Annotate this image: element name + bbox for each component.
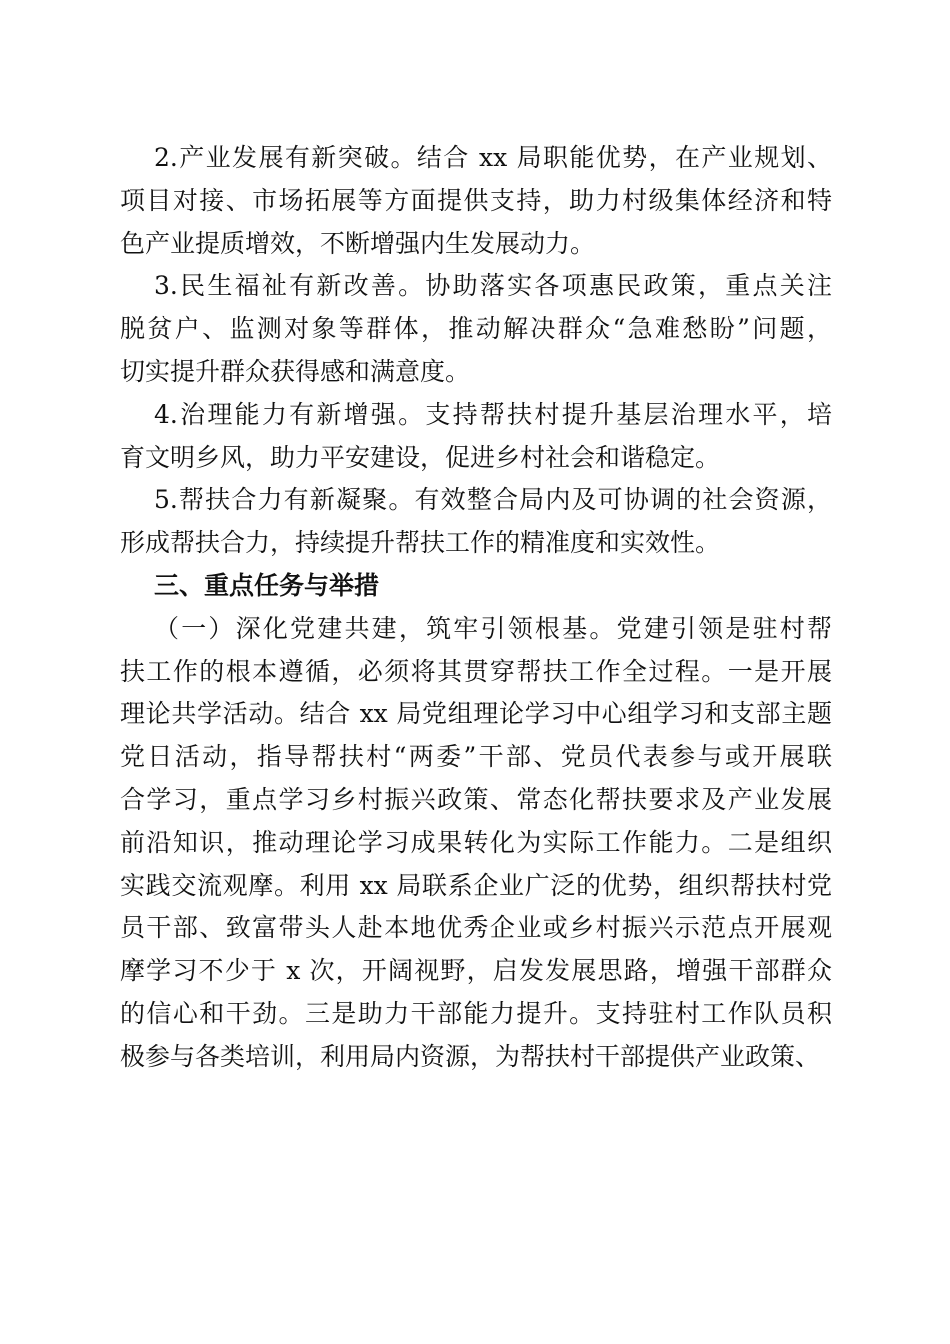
- paragraph-line: 切实提升群众获得感和满意度。: [120, 356, 471, 386]
- paragraph-line: 2.产业发展有新突破。结合 xx 局职能优势，在产业规划、: [154, 143, 832, 172]
- paragraph-line: （一）深化党建共建，筑牢引领根基。党建引领是驻村帮: [154, 613, 832, 643]
- paragraph-line: 脱贫户、监测对象等群体，推动解决群众“急难愁盼”问题，: [120, 314, 832, 344]
- paragraph-line: 项目对接、市场拓展等方面提供支持，助力村级集体经济和特: [120, 185, 832, 215]
- paragraph-line: 摩学习不少于 x 次，开阔视野，启发发展思路，增强干部群众: [120, 956, 832, 986]
- paragraph-line: 合学习，重点学习乡村振兴政策、常态化帮扶要求及产业发展: [120, 784, 832, 814]
- paragraph-line: 前沿知识，推动理论学习成果转化为实际工作能力。二是组织: [120, 827, 832, 857]
- paragraph-line: 4.治理能力有新增强。支持帮扶村提升基层治理水平，培: [154, 399, 832, 429]
- paragraph-line: 党日活动，指导帮扶村“两委”干部、党员代表参与或开展联: [120, 742, 832, 772]
- paragraph-line: 3.民生福祉有新改善。协助落实各项惠民政策，重点关注: [154, 271, 832, 301]
- paragraph-line: 形成帮扶合力，持续提升帮扶工作的精准度和实效性。: [120, 528, 721, 558]
- paragraph-line: 育文明乡风，助力平安建设，促进乡村社会和谐稳定。: [120, 442, 721, 472]
- paragraph-line: 色产业提质增效，不断增强内生发展动力。: [120, 228, 596, 258]
- paragraph-line: 极参与各类培训，利用局内资源，为帮扶村干部提供产业政策、: [120, 1041, 821, 1071]
- paragraph-line: 实践交流观摩。利用 xx 局联系企业广泛的优势，组织帮扶村党: [120, 870, 832, 900]
- paragraph-line: 理论共学活动。结合 xx 局党组理论学习中心组学习和支部主题: [120, 699, 832, 729]
- paragraph-line: 的信心和干劲。三是助力干部能力提升。支持驻村工作队员积: [120, 998, 832, 1028]
- section-heading: 三、重点任务与举措: [154, 570, 380, 600]
- paragraph-line: 员干部、致富带头人赴本地优秀企业或乡村振兴示范点开展观: [120, 913, 832, 943]
- paragraph-line: 5.帮扶合力有新凝聚。有效整合局内及可协调的社会资源，: [154, 485, 832, 515]
- document-page: [120, 137, 832, 1079]
- paragraph-line: 扶工作的根本遵循，必须将其贯穿帮扶工作全过程。一是开展: [120, 656, 832, 686]
